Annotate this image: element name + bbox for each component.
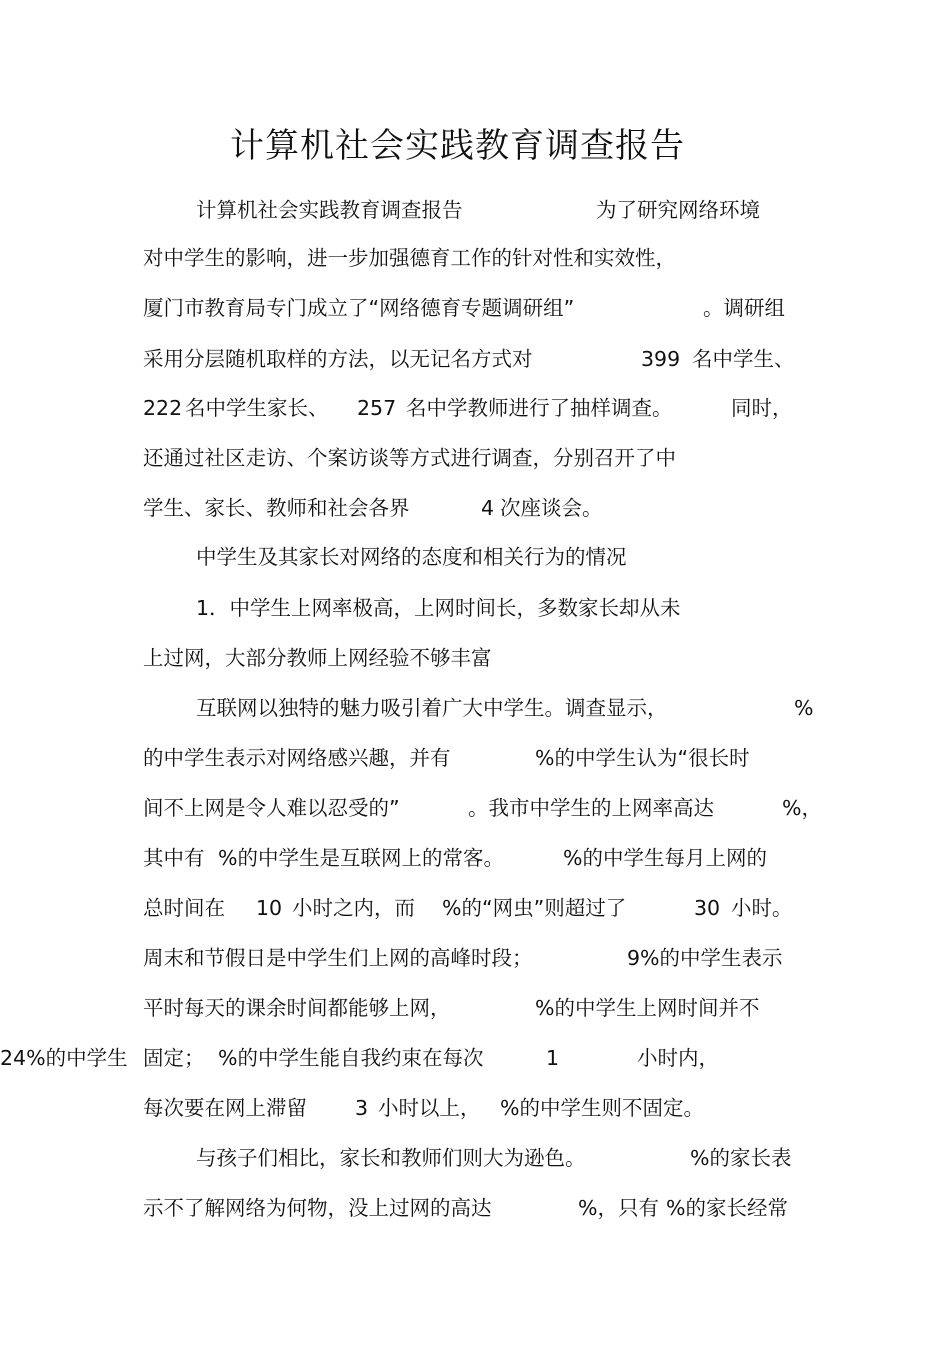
text-segment: 的中学生表示对网络感兴趣，并有 (143, 746, 451, 770)
text-segment: % (794, 696, 814, 720)
text-segment: 固定； (143, 1046, 205, 1070)
text-segment: 采用分层随机取样的方法，以无记名方式对 (143, 347, 533, 371)
text-segment: 小时之内，而 (292, 896, 415, 920)
text-segment: 周末和节假日是中学生们上网的高峰时段； (143, 946, 533, 970)
text-segment: 上过网，大部分教师上网经验不够丰富 (143, 646, 492, 670)
text-segment: 总时间在 (143, 896, 225, 920)
text-segment: %的中学生能自我约束在每次 (218, 1046, 484, 1070)
text-segment: 222 (143, 396, 183, 420)
text-segment: 平时每天的课余时间都能够上网， (143, 996, 451, 1020)
text-segment: 名中学生家长、 (185, 396, 329, 420)
text-segment: 对中学生的影响，进一步加强德育工作的针对性和实效性， (143, 246, 676, 270)
text-segment: 还通过社区走访、个案访谈等方式进行调查，分别召开了中 (143, 446, 676, 470)
text-segment: 每次要在网上滞留 (143, 1096, 307, 1120)
text-segment: 互联网以独特的魅力吸引着广大中学生。调查显示， (196, 696, 668, 720)
text-segment: 1 (546, 1046, 560, 1070)
document-title: 计算机社会实践教育调查报告 (230, 126, 685, 166)
text-segment: 1．中学生上网率极高，上网时间长，多数家长却从未 (196, 596, 681, 620)
text-segment: %的中学生上网时间并不 (535, 996, 760, 1020)
text-segment: 名中学生、 (692, 347, 795, 371)
text-segment: 。调研组 (703, 296, 785, 320)
text-segment: 计算机社会实践教育调查报告 (196, 198, 463, 222)
text-segment: 24%的中学生 (0, 1046, 128, 1070)
text-segment: 4 (481, 496, 495, 520)
text-segment: 30 (694, 896, 721, 920)
text-segment: 。我市中学生的上网率高达 (468, 796, 714, 820)
text-segment: 次座谈会。 (500, 496, 603, 520)
text-segment: 399 (641, 347, 681, 371)
text-segment: %， (782, 796, 822, 820)
text-segment: 小时。 (731, 896, 793, 920)
text-segment: 为了研究网络环境 (596, 198, 760, 222)
text-segment: 其中有 (143, 846, 205, 870)
text-segment: %的“网虫”则超过了 (442, 896, 627, 920)
text-segment: 同时， (731, 396, 793, 420)
text-segment: 名中学教师进行了抽样调查。 (406, 396, 673, 420)
text-segment: 间不上网是令人难以忍受的” (143, 796, 400, 820)
text-segment: 257 (357, 396, 397, 420)
text-segment: %的中学生每月上网的 (563, 846, 767, 870)
text-segment: %的中学生则不固定。 (500, 1096, 704, 1120)
text-segment: 小时内， (637, 1046, 719, 1070)
text-segment: %的家长经常 (666, 1196, 788, 1220)
text-segment: 9%的中学生表示 (627, 946, 783, 970)
text-segment: 与孩子们相比，家长和教师们则大为逊色。 (196, 1146, 586, 1170)
text-segment: %，只有 (578, 1196, 659, 1220)
text-segment: 示不了解网络为何物，没上过网的高达 (143, 1196, 492, 1220)
text-segment: %的中学生认为“很长时 (535, 746, 750, 770)
text-segment: %的家长表 (690, 1146, 792, 1170)
text-segment: 中学生及其家长对网络的态度和相关行为的情况 (196, 545, 627, 569)
text-segment: 小时以上， (378, 1096, 481, 1120)
text-segment: 厦门市教育局专门成立了“网络德育专题调研组” (143, 296, 575, 320)
text-segment: %的中学生是互联网上的常客。 (218, 846, 504, 870)
text-segment: 3 (355, 1096, 369, 1120)
text-segment: 10 (256, 896, 283, 920)
text-segment: 学生、家长、教师和社会各界 (143, 496, 410, 520)
